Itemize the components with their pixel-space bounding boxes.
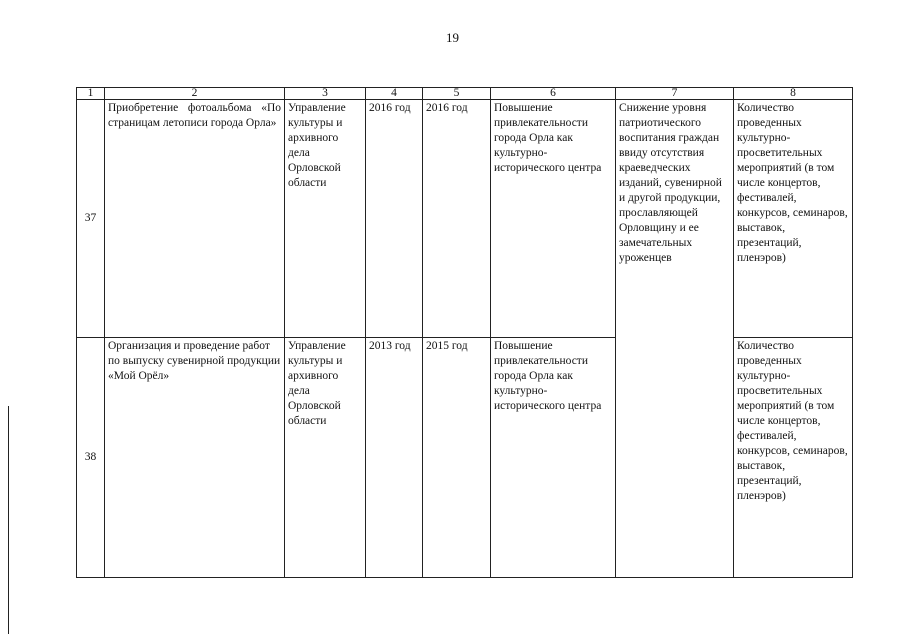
header-cell-2: 2 — [105, 88, 285, 100]
header-cell-5: 5 — [423, 88, 491, 100]
header-cell-6: 6 — [491, 88, 616, 100]
expected-result: Повышение привлекательности города Орла как культурно-исторического центра — [491, 338, 616, 578]
table-row — [77, 100, 853, 338]
header-cell-7: 7 — [616, 88, 734, 100]
consequence: Снижение уровня патриотического воспитания граждан ввиду отсутствия краеведческих изданий, сувенирной и другой продукции, прославляющей Орловщину и ее замечательных уроженцев — [616, 100, 734, 578]
margin-line — [8, 406, 9, 634]
event-name: Приобретение фотоальбома «По страницам летописи города Орла» — [105, 100, 285, 338]
header-cell-4: 4 — [366, 88, 423, 100]
page-number: 19 — [446, 30, 459, 45]
header-cell-3: 3 — [285, 88, 366, 100]
indicator: Количество проведенных культурно-просветительных мероприятий (в том числе концертов, фестивалей, конкурсов, семинаров, выставок, презентаций, пленэров) — [734, 100, 853, 338]
measures-table — [76, 87, 853, 578]
start-year: 2013 год — [366, 338, 423, 578]
row-number: 38 — [77, 338, 105, 578]
table-row — [77, 338, 853, 578]
row-number: 37 — [77, 100, 105, 338]
header-row — [77, 88, 853, 100]
expected-result: Повышение привлекательности города Орла как культурно-исторического центра — [491, 100, 616, 338]
indicator: Количество проведенных культурно-просветительных мероприятий (в том числе концертов, фестивалей, конкурсов, семинаров, выставок, презентаций, пленэров) — [734, 338, 853, 578]
start-year: 2016 год — [366, 100, 423, 338]
end-year: 2016 год — [423, 100, 491, 338]
event-name: Организация и проведение работ по выпуску сувенирной продукции «Мой Орёл» — [105, 338, 285, 578]
header-cell-1: 1 — [77, 88, 105, 100]
executor: Управление культуры и архивного дела Орловской области — [285, 338, 366, 578]
end-year: 2015 год — [423, 338, 491, 578]
executor: Управление культуры и архивного дела Орловской области — [285, 100, 366, 338]
header-cell-8: 8 — [734, 88, 853, 100]
